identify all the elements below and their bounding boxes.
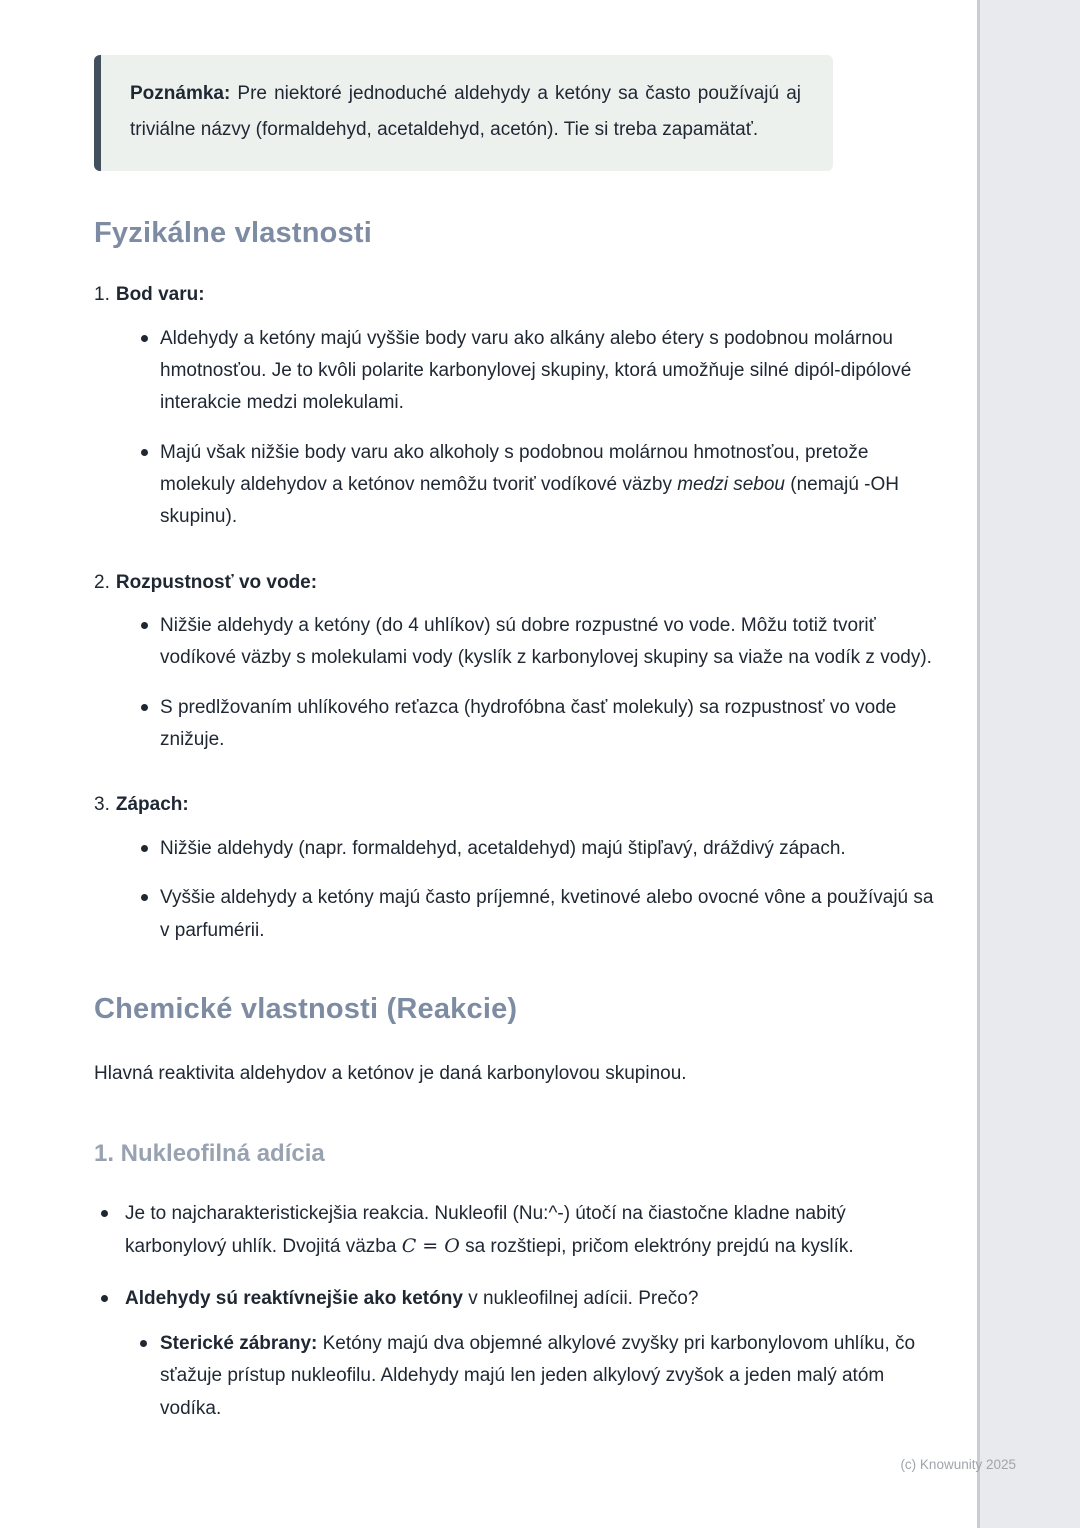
list-item-heading — [94, 792, 939, 819]
bullet-list — [140, 323, 939, 534]
item-title: Bod varu: — [115, 284, 205, 306]
bullet-text-bold: Aldehydy sú reaktívnejšie ako ketóny — [125, 1287, 463, 1309]
bullet-list — [140, 833, 939, 947]
section-heading-physical: Fyzikálne vlastnosti — [94, 217, 372, 250]
bullet-text: Nižšie aldehydy a ketóny (do 4 uhlíkov) sú dobre rozpustné vo vode. Môžu totiž tvoriť vodíkové väzby s molekulami vody (kyslík z karbonylovej skupiny sa viaže na vodík z vody). — [160, 615, 932, 669]
bullet-text: Majú však nižšie body varu ako alkoholy s podobnou molárnou hmotnosťou, pretože molekuly aldehydov a ketónov nemôžu tvoriť vodíkové väzby — [160, 441, 869, 495]
bullet-text: sa rozštiepi, pričom elektróny prejdú na kyslík. — [459, 1236, 854, 1258]
item-number: 1. — [94, 284, 110, 306]
list-item-odor — [94, 792, 939, 946]
bullet-item — [140, 610, 939, 675]
list-item-heading — [94, 282, 939, 309]
list-item-solubility — [94, 570, 939, 757]
nested-bullet-list — [138, 1328, 939, 1425]
item-number: 3. — [94, 794, 110, 816]
page-edge-divider — [977, 0, 980, 1528]
bullet-item — [140, 437, 939, 534]
list-item-boiling-point — [94, 282, 939, 533]
bullet-item — [94, 1198, 939, 1264]
chemical-intro-paragraph: Hlavná reaktivita aldehydov a ketónov je daná karbonylovou skupinou. — [94, 1062, 687, 1084]
bullet-item — [140, 692, 939, 757]
note-text: Pre niektoré jednoduché aldehydy a ketóny sa často používajú aj triviálne názvy (formaldehyd, acetaldehyd, acetón). Tie si treba zapamätať. — [130, 83, 801, 141]
list-item-heading — [94, 570, 939, 597]
bullet-list — [140, 610, 939, 756]
section-heading-chemical: Chemické vlastnosti (Reakcie) — [94, 992, 518, 1025]
document-page — [94, 55, 939, 1444]
nucleophilic-addition-list — [94, 1198, 939, 1425]
bullet-item — [140, 833, 939, 865]
bullet-text-italic: medzi sebou — [677, 473, 785, 495]
copyright-watermark: (c) Knowunity 2025 — [900, 1457, 1016, 1472]
bullet-text: S predlžovaním uhlíkového reťazca (hydrofóbna časť molekuly) sa rozpustnosť vo vode znižuje. — [160, 696, 897, 751]
bullet-item — [140, 323, 939, 420]
bullet-text: Ketóny majú dva objemné alkylové zvyšky pri karbonylovom uhlíku, čo sťažuje prístup nukleofilu. Aldehydy majú len jeden alkylový zvyšok a jeden malý atóm vodíka. — [160, 1333, 916, 1419]
physical-properties-list — [94, 282, 939, 947]
note-label: Poznámka: — [130, 83, 231, 104]
bullet-item — [140, 882, 939, 947]
bullet-item — [138, 1328, 939, 1425]
item-number: 2. — [94, 571, 110, 593]
bullet-item — [94, 1283, 939, 1425]
item-title: Zápach: — [115, 794, 189, 816]
bullet-text: v nukleofilnej adícii. Prečo? — [462, 1287, 699, 1309]
item-title: Rozpustnosť vo vode: — [115, 571, 318, 593]
subsection-heading-nucleophilic-addition: 1. Nukleofilná adícia — [94, 1140, 325, 1168]
bullet-text: Nižšie aldehydy (napr. formaldehyd, acetaldehyd) majú štipľavý, dráždivý zápach. — [160, 837, 846, 859]
note-callout — [94, 55, 833, 171]
math-expression: C = O — [401, 1235, 460, 1258]
page-right-margin — [980, 0, 1080, 1528]
bullet-text: (nemajú -OH skupinu). — [160, 473, 899, 528]
bullet-text: Vyššie aldehydy a ketóny majú často príjemné, kvetinové alebo ovocné vône a používajú sa v parfumérii. — [160, 887, 934, 941]
bullet-text: Je to najcharakteristickejšia reakcia. Nukleofil (Nu:^-) útočí na čiastočne kladne nabitý karbonylový uhlík. Dvojitá väzba — [125, 1203, 846, 1258]
bullet-text-bold: Sterické zábrany: — [160, 1333, 318, 1355]
bullet-text: Aldehydy a ketóny majú vyššie body varu ako alkány alebo étery s podobnou molárnou hmotnosťou. Je to kvôli polarite karbonylovej skupiny, ktorá umožňuje silné dipól-dipólové interakcie medzi molekulami. — [160, 327, 912, 414]
